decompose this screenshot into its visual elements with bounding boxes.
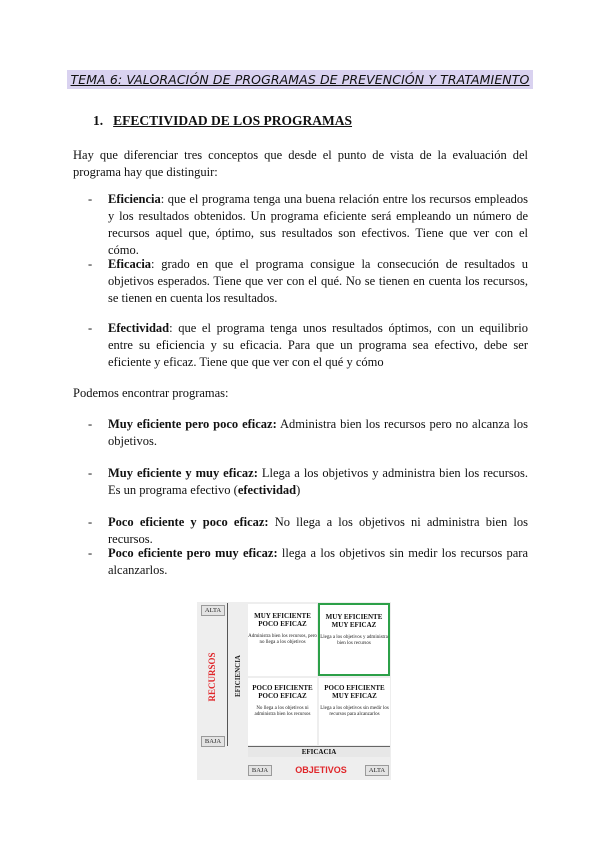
program-strong: efectividad <box>237 483 297 497</box>
bullet-dash: - <box>88 257 93 271</box>
objetivos-label: OBJETIVOS <box>295 765 347 775</box>
cell-desc: Llega a los objetivos sin medir los recursos para alcanzarlos <box>320 706 389 717</box>
bullet-dash: - <box>88 515 93 529</box>
program-tail: ) <box>296 483 301 497</box>
cell-desc: Administra bien los recursos, pero no llega a los objetivos <box>248 634 317 645</box>
program-text: Llega a los objetivos y administra bien los recursos. Es un programa efectivo ( <box>108 466 528 497</box>
eficacia-label: EFICACIA <box>248 746 390 757</box>
program-term: Poco eficiente y poco eficaz: <box>108 515 269 529</box>
section-heading <box>93 113 352 129</box>
section-title: EFECTIVIDAD DE LOS PROGRAMAS <box>113 113 353 128</box>
matrix-cell <box>248 604 317 676</box>
eficiencia-label: EFICIENCIA <box>234 655 242 698</box>
program-text: No llega a los objetivos ni administra bien los recursos. <box>108 515 528 546</box>
concept-text: : que el programa tenga unos resultados óptimos, con un equilibrio entre su eficiencia y su eficacia. Para que un programa sea efectivo, debe ser eficiente y eficaz. Tiene que que ver con el qué y cómo <box>108 321 528 369</box>
cell-title: POCO EFICIENTE POCO EFICAZ <box>252 684 313 700</box>
concept-text: : grado en que el programa consigue la consecución de resultados u objetivos esperados. Tiene que ver con el qué. No se tienen en cuenta los recursos, se tienen en cuenta los resultados. <box>108 257 528 305</box>
concept-term: Eficacia <box>108 257 152 271</box>
baja-bottom-tag: BAJA <box>248 765 272 776</box>
cell-title: POCO EFICIENTE MUY EFICAZ <box>324 684 385 700</box>
program-term: Muy eficiente pero poco eficaz: <box>108 417 277 431</box>
bullet-dash: - <box>88 321 93 335</box>
concept-term: Eficiencia <box>108 192 161 206</box>
cell-title: MUY EFICIENTE POCO EFICAZ <box>254 612 311 628</box>
concept-text: : que el programa tenga una buena relación entre los recursos empleados y los resultados obtenidos. Un programa eficiente será empleando un número de recursos aquel que, óptimo, sus resultados son efectivos. Tiene que ver con el cómo. <box>108 192 528 257</box>
intro-paragraph: Hay que diferenciar tres conceptos que desde el punto de vista de la evaluación del programa hay que distinguir: <box>73 148 528 179</box>
program-term: Poco eficiente pero muy eficaz: <box>108 546 278 560</box>
cell-desc: No llega a los objetivos ni administra bien los recursos <box>254 706 311 717</box>
matrix-cell <box>248 678 317 745</box>
section-number: 1. <box>93 113 104 128</box>
bullet-dash: - <box>88 192 93 206</box>
bullet-dash: - <box>88 417 93 431</box>
matrix-cell-highlight <box>318 603 390 676</box>
cell-desc: Llega a los objetivos y administra bien los recursos <box>320 635 388 646</box>
matrix-cell <box>319 678 390 745</box>
bullet-dash: - <box>88 546 93 560</box>
recursos-label-wrap <box>200 648 224 708</box>
programs-intro: Podemos encontrar programas: <box>73 386 229 400</box>
axis-line-left <box>227 603 228 746</box>
program-term: Muy eficiente y muy eficaz: <box>108 466 258 480</box>
baja-left-tag: BAJA <box>201 736 225 747</box>
recursos-label: RECURSOS <box>207 652 217 702</box>
concept-term: Efectividad <box>108 321 170 335</box>
program-text: Administra bien los recursos pero no alcanza los objetivos. <box>108 417 528 448</box>
bullet-dash: - <box>88 466 93 480</box>
title-wrap <box>0 70 600 89</box>
cell-title: MUY EFICIENTE MUY EFICAZ <box>325 613 383 629</box>
alta-top-tag: ALTA <box>201 605 225 616</box>
program-text: llega a los objetivos sin medir los recursos para alcanzarlos. <box>108 546 528 577</box>
page-title: TEMA 6: VALORACIÓN DE PROGRAMAS DE PREVENCIÓN Y TRATAMIENTO <box>67 70 534 89</box>
alta-bottom-tag: ALTA <box>365 765 389 776</box>
